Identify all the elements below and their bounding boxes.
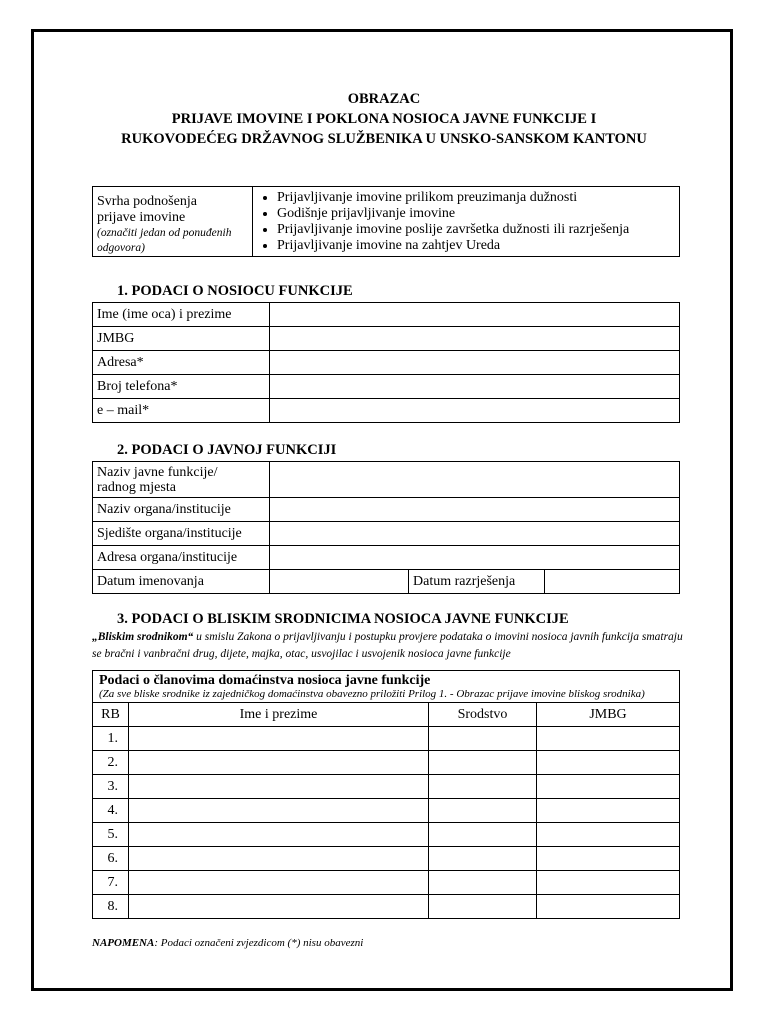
relatives-definition-note <box>92 629 692 663</box>
member-relation-cell[interactable] <box>429 799 537 823</box>
member-name-cell[interactable] <box>129 823 429 847</box>
note-text: u smislu Zakona o prijavljivanju i postupku provjere podataka o imovini nosioca javnih funkcija smatraju se bračni i vanbračni drug, dijete, majka, otac, usvojilac i usvojenik nosioca javne funkcije <box>92 631 683 660</box>
section-2-heading: 2. PODACI O JAVNOJ FUNKCIJI <box>117 442 337 458</box>
member-relation-cell[interactable] <box>429 751 537 775</box>
row-number: 3. <box>93 775 129 799</box>
field-input-institution-address[interactable] <box>270 546 680 570</box>
row-number: 5. <box>93 823 129 847</box>
field-label-institution-address: Adresa organa/institucije <box>93 546 270 570</box>
field-input-address[interactable] <box>270 351 680 375</box>
function-label-line-2: radnog mjesta <box>97 479 176 495</box>
member-jmbg-cell[interactable] <box>537 799 680 823</box>
field-label-name: Ime (ime oca) i prezime <box>93 303 270 327</box>
footnote-label: NAPOMENA <box>92 937 155 949</box>
section-3-heading: 3. PODACI O BLISKIM SRODNICIMA NOSIOCA JAVNE FUNKCIJE <box>117 611 569 627</box>
purpose-label-2: prijave imovine <box>97 210 186 225</box>
title-line-1: OBRAZAC <box>347 91 421 107</box>
field-label-seat: Sjedište organa/institucije <box>93 522 270 546</box>
member-jmbg-cell[interactable] <box>537 847 680 871</box>
column-header-relation: Srodstvo <box>429 703 537 727</box>
field-input-phone[interactable] <box>270 375 680 399</box>
holder-data-table <box>92 302 680 423</box>
field-input-seat[interactable] <box>270 522 680 546</box>
household-table-hint: (Za sve bliske srodnike iz zajedničkog domaćinstva obavezno priložiti Prilog 1. - Obrazac prijave imovine bliskog srodnika) <box>99 688 645 700</box>
field-input-dismissal-date[interactable] <box>545 570 680 594</box>
column-header-rb: RB <box>93 703 129 727</box>
field-input-jmbg[interactable] <box>270 327 680 351</box>
purpose-option-3[interactable]: • Prijavljivanje imovine poslije završetka dužnosti ili razrješenja <box>277 222 675 238</box>
household-table-header <box>93 671 680 703</box>
field-input-function[interactable] <box>270 462 680 498</box>
household-table-title: Podaci o članovima domaćinstva nosioca javne funkcije <box>99 673 431 688</box>
member-name-cell[interactable] <box>129 751 429 775</box>
field-input-email[interactable] <box>270 399 680 423</box>
purpose-table <box>92 186 680 257</box>
member-jmbg-cell[interactable] <box>537 895 680 919</box>
member-jmbg-cell[interactable] <box>537 727 680 751</box>
row-number: 4. <box>93 799 129 823</box>
purpose-option-2[interactable]: • Godišnje prijavljivanje imovine <box>277 206 675 222</box>
field-label-phone: Broj telefona* <box>93 375 270 399</box>
purpose-hint: (označiti jedan od ponuđenih odgovora) <box>97 227 232 254</box>
member-relation-cell[interactable] <box>429 847 537 871</box>
field-label-appointment-date: Datum imenovanja <box>93 570 270 594</box>
row-number: 2. <box>93 751 129 775</box>
purpose-label-cell <box>93 187 253 257</box>
field-label-jmbg: JMBG <box>93 327 270 351</box>
member-name-cell[interactable] <box>129 775 429 799</box>
title-line-2: PRIJAVE IMOVINE I POKLONA NOSIOCA JAVNE FUNKCIJE I <box>171 111 597 127</box>
member-name-cell[interactable] <box>129 895 429 919</box>
row-number: 6. <box>93 847 129 871</box>
member-relation-cell[interactable] <box>429 775 537 799</box>
note-bold-term: „Bliskim srodnikom“ <box>92 631 194 643</box>
row-number: 1. <box>93 727 129 751</box>
field-label-email: e – mail* <box>93 399 270 423</box>
member-relation-cell[interactable] <box>429 727 537 751</box>
field-label-institution: Naziv organa/institucije <box>93 498 270 522</box>
member-relation-cell[interactable] <box>429 895 537 919</box>
function-data-table <box>92 461 680 594</box>
member-name-cell[interactable] <box>129 727 429 751</box>
field-label-address: Adresa* <box>93 351 270 375</box>
household-members-table <box>92 670 680 919</box>
function-label-line-1: Naziv javne funkcije/ <box>97 464 218 480</box>
column-header-jmbg: JMBG <box>537 703 680 727</box>
member-jmbg-cell[interactable] <box>537 871 680 895</box>
purpose-option-4[interactable]: • Prijavljivanje imovine na zahtjev Ureda <box>277 238 675 254</box>
section-1-heading: 1. PODACI O NOSIOCU FUNKCIJE <box>117 283 353 299</box>
footnote-text: : Podaci označeni zvjezdicom (*) nisu obavezni <box>154 937 364 949</box>
title-line-3: RUKOVODEĆEG DRŽAVNOG SLUŽBENIKA U UNSKO-SANSKOM KANTONU <box>121 131 647 147</box>
member-relation-cell[interactable] <box>429 871 537 895</box>
field-label-function <box>93 462 270 498</box>
form-title <box>0 89 768 149</box>
member-relation-cell[interactable] <box>429 823 537 847</box>
row-number: 8. <box>93 895 129 919</box>
purpose-options-list <box>257 187 675 256</box>
field-input-institution[interactable] <box>270 498 680 522</box>
purpose-options-cell <box>253 187 680 257</box>
member-name-cell[interactable] <box>129 871 429 895</box>
member-name-cell[interactable] <box>129 847 429 871</box>
field-label-dismissal-date: Datum razrješenja <box>409 570 545 594</box>
member-jmbg-cell[interactable] <box>537 751 680 775</box>
footnote <box>92 937 363 949</box>
row-number: 7. <box>93 871 129 895</box>
column-header-name: Ime i prezime <box>129 703 429 727</box>
member-jmbg-cell[interactable] <box>537 823 680 847</box>
purpose-option-1[interactable]: • Prijavljivanje imovine prilikom preuzimanja dužnosti <box>277 190 675 206</box>
member-jmbg-cell[interactable] <box>537 775 680 799</box>
member-name-cell[interactable] <box>129 799 429 823</box>
field-input-name[interactable] <box>270 303 680 327</box>
purpose-label-1: Svrha podnošenja <box>97 194 197 209</box>
field-input-appointment-date[interactable] <box>270 570 409 594</box>
